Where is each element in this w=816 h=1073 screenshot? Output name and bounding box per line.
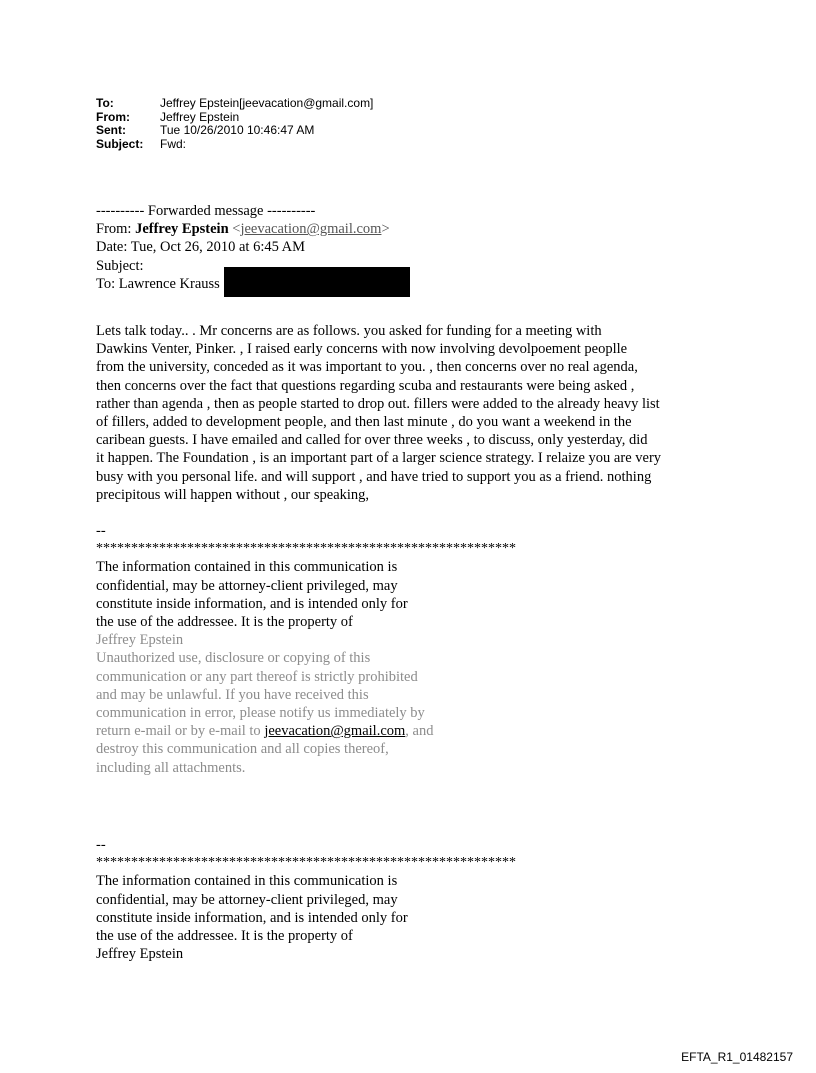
forwarded-subject: Subject: [96,257,144,274]
disclaimer-gray-line: destroy this communication and all copies thereof, [96,741,389,758]
disclaimer-gray-line: including all attachments. [96,759,246,776]
document-id: EFTA_R1_01482157 [681,1050,793,1064]
signature-dash: -- [96,837,106,853]
forwarded-to: To: Lawrence Krauss [96,275,220,292]
body-line: of fillers, added to development people, and then last minute , do you want a weekend in the [96,414,632,431]
signature-stars: ************************************************************ [96,855,516,871]
disclaimer-line: The information contained in this communication is [96,873,398,890]
forwarded-from-lt: < [228,221,241,238]
header-to-row [96,97,373,111]
header-from-row [96,111,373,125]
body-line: from the university, conceded as it was important to you. , then concerns over no real agenda, [96,359,638,376]
body-line: Dawkins Venter, Pinker. , I raised early concerns with now involving devolpoement peoplle [96,341,628,358]
body-line: it happen. The Foundation , is an important part of a larger science strategy. I relaize you are very [96,450,662,467]
forwarded-from-email-link[interactable]: jeevacation@gmail.com [240,221,382,238]
disclaimer-line: constitute inside information, and is intended only for [96,595,408,612]
subject-label: Subject: [96,136,144,151]
redaction-box [224,267,410,297]
signature-dash: -- [96,523,106,539]
disclaimer-line: confidential, may be attorney-client privileged, may [96,891,398,908]
disclaimer-2 [96,836,516,963]
disclaimer-line: Jeffrey Epstein [96,946,184,963]
disclaimer-line: constitute inside information, and is intended only for [96,909,408,926]
forwarded-divider: ---------- Forwarded message ---------- [96,203,316,219]
forwarded-from-prefix: From: [96,221,136,238]
body-line: Lets talk today.. . Mr concerns are as follows. you asked for funding for a meeting with [96,323,602,339]
from-label: From: [96,109,130,124]
disclaimer-gray-line: and may be unlawful. If you have received this [96,686,369,703]
body-line: rather than agenda , then as people started to drop out. fillers were added to the already heavy list [96,395,660,412]
message-body [96,322,661,504]
forwarded-to-line [96,275,410,297]
signature-stars: ************************************************************ [96,541,516,557]
to-value: Jeffrey Epstein[jeevacation@gmail.com] [160,96,374,110]
disclaimer-1 [96,522,516,777]
disclaimer-gray-line: communication in error, please notify us immediately by [96,705,425,722]
email-header [96,97,373,151]
disclaimer-gray-line: communication or any part thereof is strictly prohibited [96,668,418,685]
disclaimer-line: confidential, may be attorney-client privileged, may [96,577,398,594]
header-sent-row [96,124,373,138]
header-subject-row [96,138,373,152]
forwarded-header [96,202,410,297]
body-line: busy with you personal life. and will support , and have tried to support you as a friend. nothing [96,468,652,485]
sent-value: Tue 10/26/2010 10:46:47 AM [160,123,315,137]
body-line: precipitous will happen without , our speaking, [96,486,370,503]
disclaimer-line: the use of the addressee. It is the property of [96,614,353,631]
disclaimer-gray-section [96,631,516,777]
forwarded-date: Date: Tue, Oct 26, 2010 at 6:45 AM [96,239,306,256]
forwarded-from-name: Jeffrey Epstein [135,221,229,238]
disclaimer-return-line [96,722,516,740]
from-value: Jeffrey Epstein [160,109,240,124]
return-email-link[interactable]: jeevacation@gmail.com [264,723,406,740]
disclaimer-line: The information contained in this communication is [96,559,398,576]
disclaimer-gray-line: Jeffrey Epstein [96,632,184,649]
to-label: To: [96,96,114,110]
forwarded-from-line [96,220,410,238]
subject-value: Fwd: [160,136,187,151]
disclaimer-line: the use of the addressee. It is the property of [96,928,353,945]
body-line: caribean guests. I have emailed and called for over three weeks , to discuss, only yesterday, did [96,432,648,449]
return-suffix: , and [405,723,434,740]
sent-label: Sent: [96,123,126,137]
disclaimer-gray-line: Unauthorized use, disclosure or copying of this [96,650,371,667]
forwarded-from-gt: > [381,221,390,238]
body-line: then concerns over the fact that questions regarding scuba and restaurants were being asked , [96,377,635,394]
return-prefix: return e-mail or by e-mail to [96,723,265,740]
